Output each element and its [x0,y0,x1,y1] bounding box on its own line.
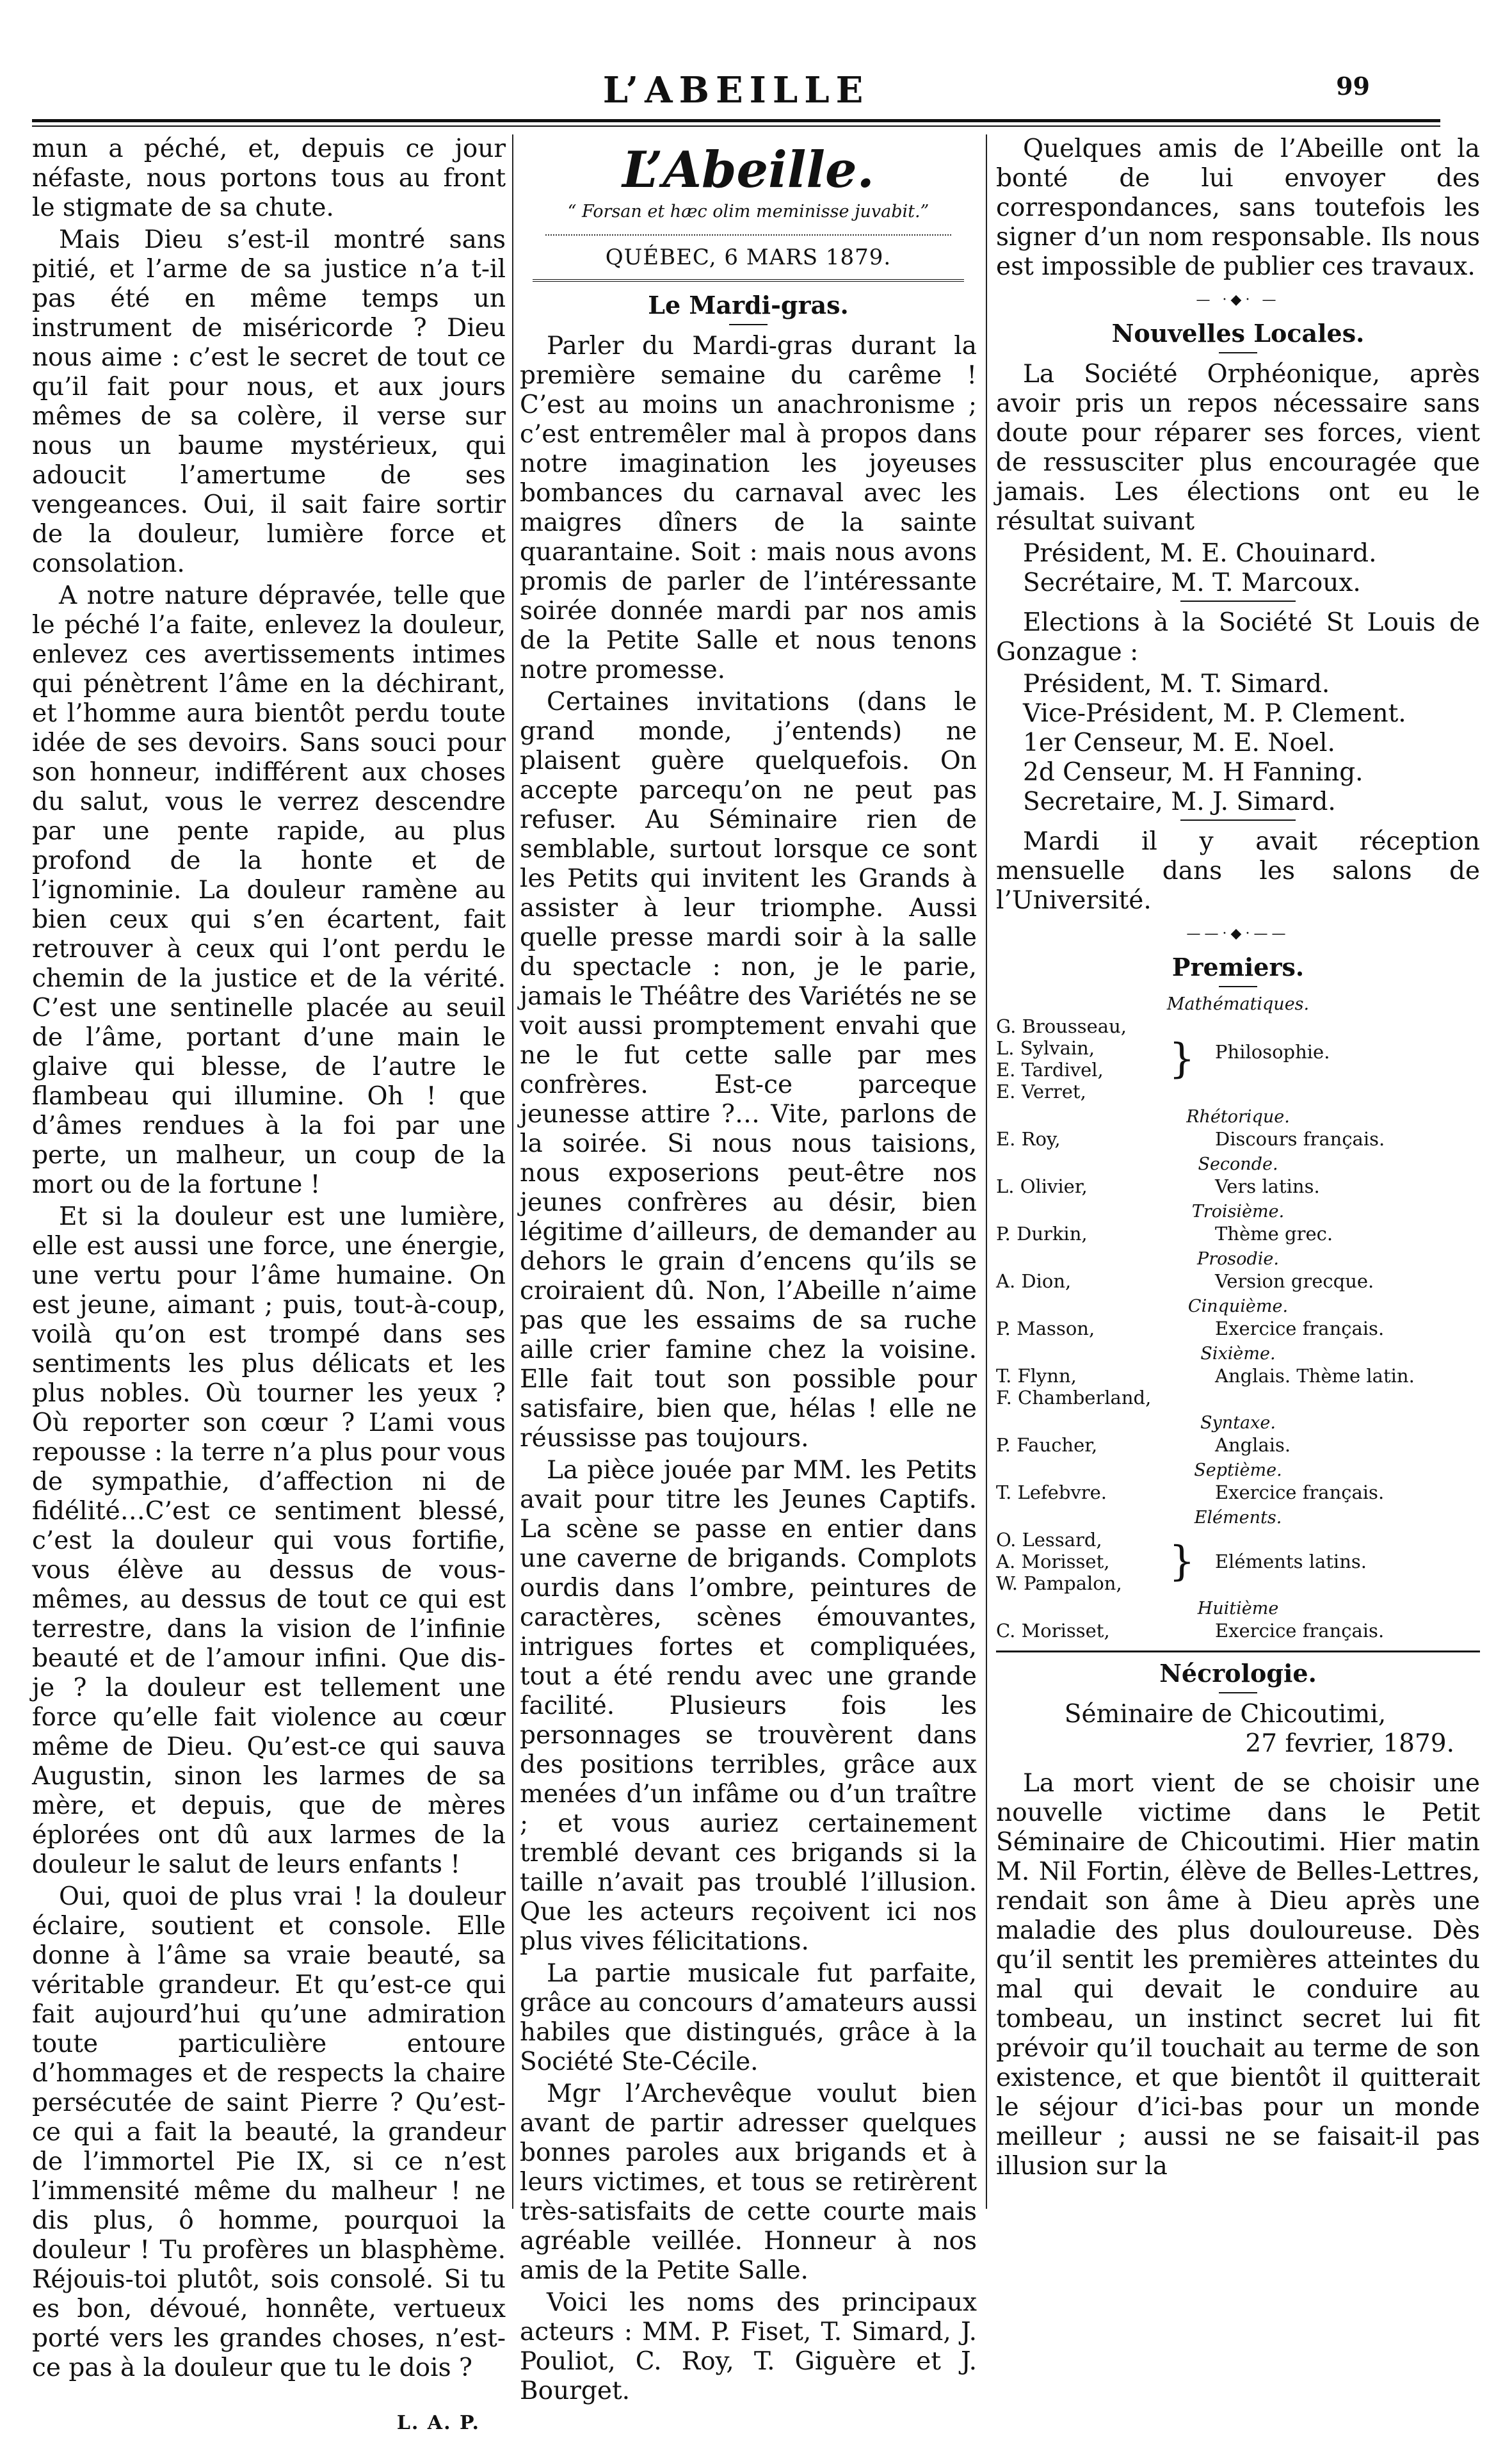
election-list [996,539,1480,598]
list-item: Président, M. E. Chouinard. [1023,539,1377,568]
prize-subject: Cinquième. [1187,1296,1289,1316]
dotted-rule [545,234,951,236]
prize-entry [996,1175,1480,1197]
prize-entry [996,1128,1480,1150]
prize-title: Exercice français. [1215,1318,1385,1339]
list-item: Vice-Président, M. P. Clement. [1023,699,1406,728]
prize-entry [996,1365,1480,1409]
prize-subject: Sixième. [1200,1344,1276,1364]
prize-name: L. Sylvain, [996,1037,1095,1059]
paragraph: Oui, quoi de plus vrai ! la douleur éclaire, soutient et console. Elle donne à l’âme sa vraie beauté, sa véritable grandeur. Et qu’est-ce qui fait aujourd’hui qu’une admiration toute particulière entoure d’hommages et de respects la chaire persécutée de saint Pierre ? Qu’est-ce qui a fait la beauté, la grandeur de l’immortel Pie IX, si ce n’est l’immensité même du malheur ! ne dis plus, ô homme, pourquoi la douleur ! Tu profères un blasphème. Réjouis-toi plutôt, sois consolé. Si tu es bon, dévoué, honnête, vertueux porté vers les grandes choses, n’est-ce pas à la douleur que tu le dois ? [32,1882,506,2382]
column-divider [512,134,513,2209]
dateline: QUÉBEC, 6 MARS 1879. [605,245,892,270]
paragraph: La pièce jouée par MM. les Petits avait pour titre les Jeunes Captifs. La scène se passe en entier dans une caverne de brigands. Complots ourdis dans l’ombre, peintures de caractères, scènes émouvantes, intrigues fortes et compliquées, tout a été rendu avec une grande facilité. Plusieurs fois les personnages se trouvèrent dans des positions terribles, grâce aux menées d’un infâme ou d’un traître ; et vous auriez certainement tremblé devant ces brigands si la taille n’avait pas troublé l’illusion. Que les acteurs reçoivent ici nos plus vives félicitations. [520,1456,977,1956]
column-divider [986,134,987,2209]
prize-name: T. Lefebvre. [996,1481,1107,1503]
section-heading: Nécrologie. [1159,1659,1317,1688]
prize-title: Eléments latins. [1215,1551,1367,1572]
section-heading: Nouvelles Locales. [1111,319,1365,348]
prize-entry [996,1223,1480,1245]
prize-name: E. Roy, [996,1128,1061,1150]
column-middle [520,134,977,2405]
paragraph: Mgr l’Archevêque voulut bien avant de partir adresser quelques bonnes paroles aux brigands et à leurs victimes, et tous se retirèrent très-satisfaits de cette courte mais agréable veillée. Honneur à nos amis de la Petite Salle. [520,2079,977,2285]
prize-subject: Septième. [1194,1460,1282,1480]
list-item: Secrétaire, M. T. Marcoux. [1023,569,1361,597]
signature: L. A. P. [396,2412,480,2434]
prize-subject: Syntaxe. [1200,1413,1276,1433]
page-number: 99 [1336,72,1370,101]
prize-name: C. Morisset, [996,1620,1110,1642]
prize-subject: Mathématiques. [1166,994,1310,1014]
prize-name: A. Morisset, [996,1551,1110,1572]
double-rule [533,279,964,284]
motto: “ Forsan et hæc olim meminisse juvabit.” [567,202,929,222]
necro-date: 27 fevrier, 1879. [1245,1729,1454,1758]
paragraph: Elections à la Société St Louis de Gonzague : [996,608,1480,666]
paragraph: mun a péché, et, depuis ce jour néfaste, nous portons tous au front le stigmate de sa chute. [32,134,506,222]
newspaper-title: L’ABEILLE [602,69,870,111]
prize-name: F. Chamberland, [996,1387,1152,1409]
prize-name: P. Durkin, [996,1223,1088,1245]
prize-title: Version grecque. [1215,1270,1374,1292]
prize-name: G. Brousseau, [996,1015,1127,1037]
paragraph: Mardi il y avait réception mensuelle dans les salons de l’Université. [996,827,1480,915]
short-rule [1219,1692,1257,1693]
brace: } [1169,1035,1195,1083]
short-rule [1219,986,1257,987]
prize-entry [996,1015,1480,1102]
prize-name: W. Pampalon, [996,1572,1122,1594]
paragraph: Et si la douleur est une lumière, elle est aussi une force, une énergie, une vertu pour l’âme humaine. On est jeune, aimant ; puis, tout-à-coup, voilà qu’on est trompé dans ses sentiments les plus délicats et les plus nobles. Où tourner les yeux ? Où reporter son cœur ? L’ami vous repousse : la terre n’a plus pour vous de sympathie, d’affection ni de fidélité…C’est ce sentiment blessé, c’est la douleur qui vous fortifie, vous élève au dessus de vous-mêmes, au dessus de tout ce qui est terrestre, dans la vision de l’infinie beauté et de l’amour infini. Que dis-je ? la douleur est tellement une force qu’elle fait violence au cœur même de Dieu. Qu’est-ce qui sauva Augustin, sinon les larmes de sa mère, et depuis, que de mères éplorées ont dû aux larmes de la douleur le salut de leurs enfants ! [32,1202,506,1879]
column-right [996,134,1480,2222]
prize-name: P. Masson, [996,1318,1095,1339]
article-heading: Le Mardi-gras. [648,291,849,319]
section-rule [996,1651,1480,1652]
prize-subject: Rhétorique. [1186,1107,1290,1127]
prize-entry [996,1481,1480,1503]
prize-list [996,994,1480,1642]
prize-name: O. Lessard, [996,1529,1102,1551]
list-item: Secretaire, M. J. Simard. [1023,787,1336,816]
prize-name: E. Verret, [996,1081,1086,1102]
prize-subject: Seconde. [1198,1154,1278,1174]
prize-title: Exercice français. [1215,1620,1385,1642]
prize-entry [996,1434,1480,1456]
paragraph: Voici les noms des principaux acteurs : MM. P. Fiset, T. Simard, J. Pouliot, C. Roy, T. Giguère et J. Bourget. [520,2288,977,2405]
prize-subject: Eléments. [1194,1508,1282,1528]
prize-title: Anglais. Thème latin. [1215,1365,1415,1387]
ornament-divider: — ·◆· — [1196,292,1280,308]
header-rule [32,119,1440,122]
prize-entry [996,1529,1480,1594]
paragraph: Parler du Mardi-gras durant la première semaine du carême ! C’est au moins un anachronisme ; c’est entremêler mal à propos dans notre imagination les joyeuses bombances du carnaval avec les maigres dîners de la sainte quarantaine. Soit : mais nous avons promis de parler de l’intéressante soirée donnée mardi par nos amis de la Petite Salle et nous tenons notre promesse. [520,332,977,684]
prize-name: T. Flynn, [996,1365,1077,1387]
paragraph: La Société Orphéonique, après avoir pris un repos nécessaire sans doute pour réparer ses forces, vient de ressusciter plus encouragée que jamais. Les élections ont eu le résultat suivant [996,360,1480,536]
prize-title: Discours français. [1215,1128,1385,1150]
election-list [996,670,1480,817]
prize-name: E. Tardivel, [996,1059,1104,1081]
prize-name: A. Dion, [996,1270,1072,1292]
prize-name: P. Faucher, [996,1434,1098,1456]
short-rule [1180,601,1296,602]
prize-name: L. Olivier, [996,1175,1088,1197]
short-rule [1180,819,1296,821]
paragraph: A notre nature dépravée, telle que le péché l’a faite, enlevez la douleur, enlevez ces avertissements intimes qui pénètrent l’âme en la déchirant, et l’homme aura bientôt perdu toute idée de ses devoirs. Sans souci pour son honneur, indifférent aux choses du salut, vous le verrez descendre par une pente rapide, au plus profond de la honte et de l’ignominie. La douleur ramène au bien ceux qui s’en écartent, fait retrouver à ceux qui l’ont perdu le chemin de la justice et de la vérité. C’est une sentinelle placée au seuil de l’âme, portant d’une main le glaive qui blesse, de l’autre le flambeau qui illumine. Oh ! que d’âmes rendues à la foi par une perte, un malheur, un coup de la mort ou de la fortune ! [32,581,506,1199]
column-left [32,134,506,2434]
section-heading: Premiers. [1171,953,1305,981]
prize-entry [996,1318,1480,1339]
prize-entry [996,1620,1480,1642]
prize-title: Vers latins. [1215,1175,1320,1197]
list-item: 1er Censeur, M. E. Noel. [1023,729,1335,757]
journal-logo: L’Abeille. [622,141,874,199]
masthead [128,64,1370,115]
prize-title: Anglais. [1215,1434,1291,1456]
header-rule-thin [32,125,1440,127]
list-item: Président, M. T. Simard. [1023,670,1330,698]
list-item: 2d Censeur, M. H Fanning. [1023,758,1363,787]
prize-subject: Prosodie. [1197,1249,1279,1269]
paragraph: Certaines invitations (dans le grand monde, j’entends) ne plaisent guère quelquefois. On accepte parcequ’on ne peut pas refuser. Au Séminaire rien de semblable, surtout lorsque ce sont les Petits qui invitent les Grands à assister à leur triomphe. Aussi quelle presse mardi soir à la salle du spectacle : non, je le parie, jamais le Théâtre des Variétés ne se voit aussi promptement envahi que ne le fut cette salle par mes confrères. Est-ce parceque jeunesse attire ?… Vite, parlons de la soirée. Si nous nous taisions, nous exposerions peut-être nos jeunes confrères au désir, bien légitime d’ailleurs, de demander au dehors le grain d’encens qu’ils se croiraient dû. Non, l’Abeille n’aime pas que les essaims de sa ruche aille crier famine chez la voisine. Elle fait tout son possible pour satisfaire, bien que, hélas ! elle ne réussisse pas toujours. [520,688,977,1453]
prize-subject: Huitième [1197,1599,1279,1619]
prize-title: Exercice français. [1215,1481,1385,1503]
prize-entry [996,1270,1480,1292]
ornament-divider: ——·◆·—— [1186,926,1290,942]
brace: } [1169,1538,1195,1585]
paragraph: La mort vient de se choisir une nouvelle victime dans le Petit Séminaire de Chicoutimi. Hier matin M. Nil Fortin, élève de Belles-Lettres, rendait son âme à Dieu après une maladie des plus douloureuse. Dès qu’il sentit les premières atteintes du mal qui devait le conduire au tombeau, un instinct secret lui fit prévoir qu’il touchait au terme de son existence, et que bientôt il quitterait le séjour d’ici-bas pour un monde meilleur ; aussi ne se faisait-il pas illusion sur la [996,1769,1480,2181]
paragraph: Mais Dieu s’est-il montré sans pitié, et l’arme de sa justice n’a t-il pas été en même temps un instrument de miséricorde ? Dieu nous aime : c’est le secret de tout ce qu’il fait pour nous, et aux jours mêmes de sa colère, il verse sur nous un baume mystérieux, qui adoucit l’amertume de ses vengeances. Oui, il sait faire sortir de la douleur, lumière force et consolation. [32,225,506,578]
paragraph: La partie musicale fut parfaite, grâce au concours d’amateurs aussi habiles que distingués, grâce à la Société Ste-Cécile. [520,1959,977,2076]
short-rule [729,324,768,325]
prize-title: Thème grec. [1215,1223,1333,1245]
prize-subject: Troisième. [1191,1202,1285,1222]
prize-title: Philosophie. [1215,1041,1330,1063]
paragraph: Quelques amis de l’Abeille ont la bonté de lui envoyer des correspondances, sans toutefois les signer d’un nom responsable. Ils nous est impossible de publier ces travaux. [996,134,1480,281]
short-rule [1219,352,1257,353]
necro-place: Séminaire de Chicoutimi, [1064,1700,1387,1729]
